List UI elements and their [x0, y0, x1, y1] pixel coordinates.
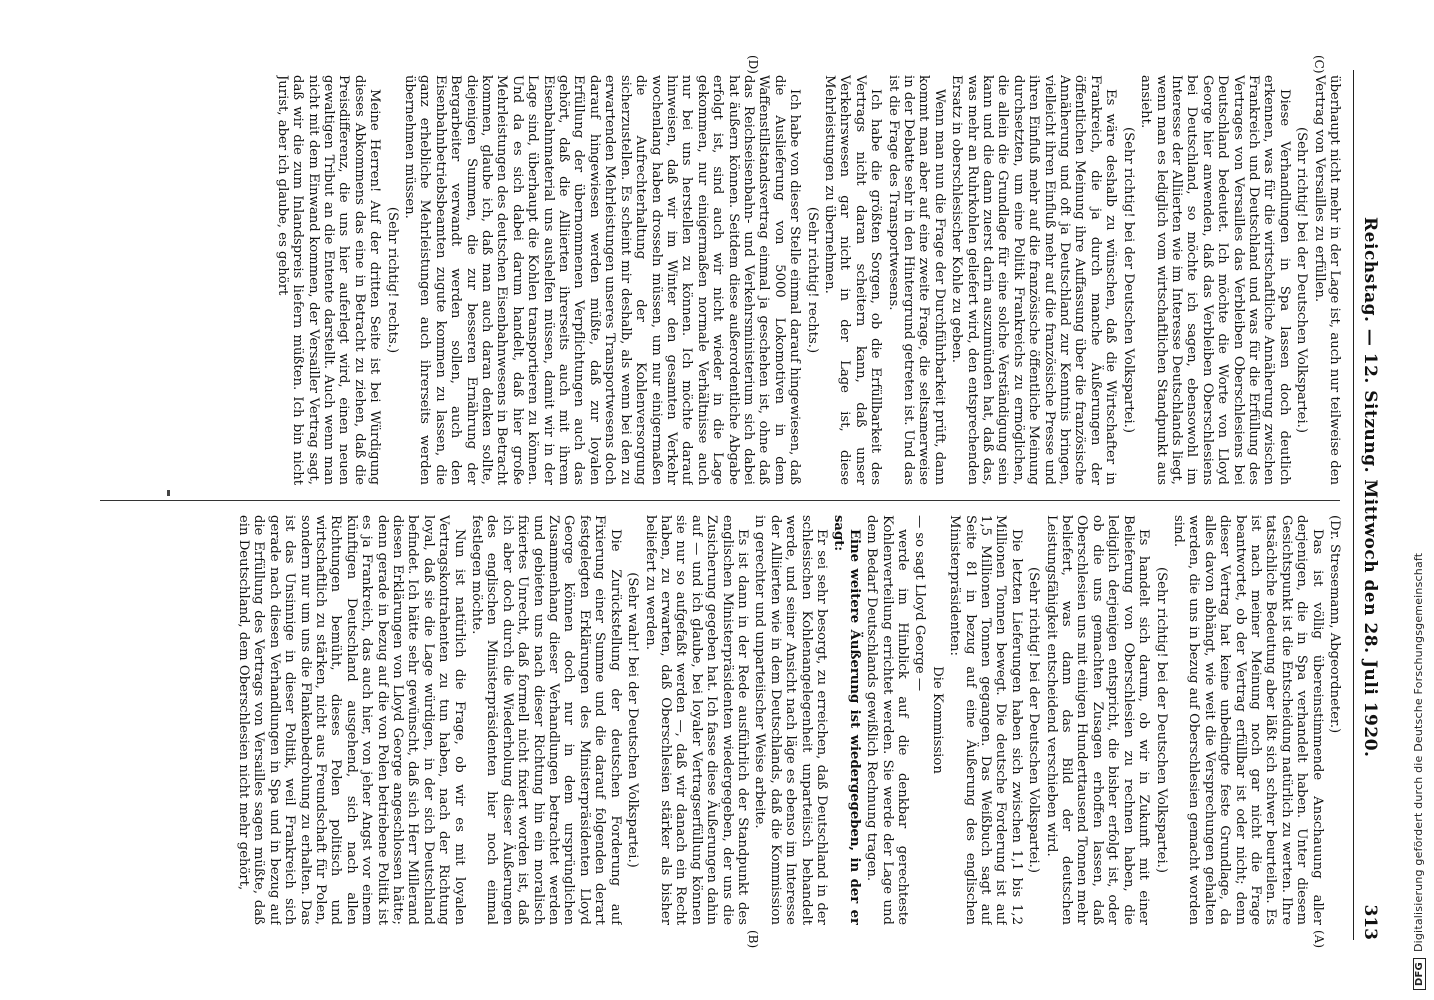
paragraph: Es ist dann in der Rede ausführlich der Standpunkt des englischen Ministerpräsidenten wiedergegeben, der uns die Zusicherung gegeben hat. Ich fasse diese Äußerungen dahin auf — und ich glaube, bei loyaler Vertragserfüllung können sie nur so aufgefaßt werden —, daß wir danach ein Recht haben, zu erwarten, daß Oberschlesien stärker als bisher beliefert zu werden.: [642, 515, 750, 925]
quote-line: — so sagt Lloyd George —: [912, 515, 928, 692]
margin-letter-c: (C): [1312, 55, 1326, 74]
paragraph: Die Zurückstellung der deutschen Forderung auf Fixierung einer Summe und die darauf folgenden derart festgelegten Erklärungen des Ministerpräsidenten Lloyd George können doch nur in dem ursprünglichen Zusammenhang dieser Verhandlungen betrachtet werden und gebieten uns nach dieser Richtung hin ein moralisch fixiertes Unrecht, daß formell nicht fixiert worden ist, daß ich aber doch durch die Wiederholung dieser Äußerungen des englischen Ministerpräsidenten hier noch einmal festlegen möchte.: [469, 515, 623, 925]
paragraph: Eine weitere Äußerung ist wiedergegeben, in der er sagt:: [831, 515, 862, 925]
column-left: [115, 75, 1342, 485]
margin-letter-b: (B): [746, 930, 760, 949]
interjection: (Sehr richtig! bei der Deutschen Volkspartei.): [1120, 126, 1136, 434]
interjection: (Sehr richtig! rechts.): [384, 206, 400, 354]
dfg-logo: DFG: [1413, 958, 1426, 990]
quote-paragraph: werde im Hinblick auf die denkbar gerechteste Kohlenverteilung errichtet werden. Sie werde der Lage und dem Bedarf Deutschlands gewißlich Rechnung tragen.: [864, 515, 911, 925]
speaker-line: (Dr. Stresemann, Abgeordneter.): [1327, 515, 1342, 734]
margin-letter-a: (A): [1312, 930, 1326, 949]
running-head: [1353, 70, 1380, 940]
paragraph: Nun ist natürlich die Frage, ob wir es mit loyalen Vertragskontrahenten zu tun haben, nach der Richtung loyal, daß sie die Lage würdigen, in der sich Deutschland befindet. Ich hätte sehr gewünscht, daß sich Herr Millerand diesen Erklärungen von Lloyd George angeschlossen hätte; denn gerade in bezug auf die von Polen betriebene Politik ist es ja Frankreich, das auch hier, von jeher Angst vor einem künftigen Deutschland ausgehend, sich nach allen Richtungen bemüht, dieses Polen politisch und wirtschaftlich zu stärken, nicht aus Freundschaft für Polen, sondern nur um uns die Flankenbedrohung zu erhalten. Das ist das Unsinnige in dieser Politik, weil Frankreich sich gerade nach diesen Verhandlungen in Spa und in bezug auf die Erfüllung des Vertrags von Versailles sagen müßte, daß ein Deutschland, dem Oberschlesien nicht mehr gehört,: [235, 515, 467, 925]
interjection: (Sehr richtig! rechts.): [804, 206, 820, 354]
scanned-page: [100, 0, 1400, 1000]
interjection: (Sehr wahr! bei der Deutschen Volkspartei.): [625, 572, 641, 868]
interjection: (Sehr richtig! bei der Deutschen Volkspartei.): [1294, 126, 1310, 434]
column-right: [115, 515, 1342, 925]
paragraph: Das ist völlig übereinstimmende Anschauung aller derjenigen, die in Spa verhandelt haben. Unter diesem Gesichtspunkt ist die Entscheidung natürlich zu werten. Ihre tatsächliche Bedeutung aber läßt sich schwer beurteilen. Es ist nach meiner Meinung noch gar nicht die Frage beantwortet, ob der Vertrag erfüllbar ist oder nicht; denn dieser Vertrag hat keine unbedingte feste Grundlage, da alles davon abhängt, wie weit die Versprechungen gehalten werden, die uns in bezug auf Oberschlesien gemacht worden sind.: [1170, 515, 1325, 925]
quote-paragraph: Er sei sehr besorgt, zu erreichen, daß Deutschland in der schlesischen Kohlenangelegenheit unparteiisch behandelt werde, und seiner Ansicht nach läge es ebenso im Interesse der Alliierten wie in dem Deutschlands, daß die Kommission in gerechter und unparteiischer Weise arbeite.: [752, 515, 829, 925]
paragraph: Wenn man nun die Frage der Durchführbarkeit prüft, dann kommt man aber auf eine zweite Frage, die seltsamerweise in der Debatte sehr in den Hintergrund getreten ist. Und das ist die Frage des Transportwesens.: [885, 75, 947, 485]
page-number: 313: [1360, 904, 1380, 940]
paragraph: Diese Verhandlungen in Spa lassen doch deutlich erkennen, was für die wirtschaftliche Annäherung zwischen Frankreich und Deutschland und was für die Erfüllung des Vertrages von Versailles das Verbleiben Oberschlesiens bei Deutschland bedeutet. Ich möchte die Worte von Lloyd George hier anwenden, daß das Verbleiben Oberschlesiens bei Deutschland, so möchte ich sagen, ebensowohl im Interesse der Alliierten wie im Interesse Deutschlands liegt, wenn man es lediglich vom wirtschaftlichen Standpunkt aus ansieht.: [1138, 75, 1292, 485]
interjection: (Sehr richtig! bei der Deutschen Volkspartei.): [1026, 566, 1042, 874]
paragraph: Ich habe die größten Sorgen, ob die Erfüllbarkeit des Vertrags nicht daran scheitern kann, daß unser Verkehrswesen gar nicht in der Lage ist, diese Mehrleistungen zu übernehmen.: [822, 75, 884, 485]
margin-letter-d: (D): [746, 55, 760, 74]
paragraph: Es wäre deshalb zu wünschen, daß die Wirtschafter in Frankreich, die ja durch manche Äußerungen der öffentlichen Meinung ihre Auffassung über die französische Annäherung und oft ja Deutschland zur Kenntnis bringen, vielleicht ihren Einfluß mehr auf die französische Presse und ihren Einfluß mehr auf die französische öffentliche Meinung durchsetzten, um eine Politik Frankreichs zu ermöglichen, die allein die Grundlage für eine solche Verständigung sein kann und die dann zuerst darin auszumünden hat, daß das, was mehr an Ruhrkohlen geliefert wird, den entsprechenden Ersatz in oberschlesischer Kohle zu geben.: [949, 75, 1119, 485]
quote-line: Die Kommission: [929, 666, 945, 774]
paragraph: Es handelt sich darum, ob wir in Zukunft mit einer Belieferung von Oberschlesien zu rechnen haben, die lediglich derjenigen entspricht, die bisher erfolgt ist, oder ob die uns gemachten Zusagen erhoffen lassen, daß Oberschlesien uns mit einigen Hunderttausend Tonnen mehr beliefert, was dann das Bild der deutschen Leistungsfähigkeit entscheidend verschieben wird.: [1043, 515, 1152, 925]
paragraph: Meine Herren! Auf der dritten Seite ist bei Würdigung dieses Abkommens das eine in Betracht zu ziehen, daß die Preisdifferenz, die uns hier auferlegt wird, einen neuen gewaltigen Tribut an die Entente darstellt. Auch wenn man nicht mit dem Einwand kommen, der Versailler Vertrag sagt, daß wir die zum Inlandspreis liefern müßten. Ich bin nicht Jurist, aber ich glaube, es gehört: [274, 75, 383, 485]
footer-text: Digitalisierung gefördert durch die Deutsche Forschungsgemeinschaft: [1412, 552, 1425, 953]
footer-credit: [1412, 553, 1426, 990]
paragraph: Die letzten Lieferungen haben sich zwischen 1,1 bis 1,2 Millionen Tonnen bewegt. Die deutsche Forderung ist auf 1,5 Millionen Tonnen gegangen. Das Weißbuch sagt auf Seite 81 in bezug auf eine Äußerung des englischen Ministerpräsidenten:: [947, 515, 1024, 925]
scan-speck: [167, 490, 170, 496]
interjection: (Sehr richtig! bei der Deutschen Volkspartei.): [1153, 566, 1169, 874]
column-divider: [100, 500, 1340, 501]
paragraph: Ich habe von dieser Stelle einmal darauf hingewiesen, daß die Auslieferung von 5000 Lokomotiven in dem Waffenstillstandsvertrag einmal ja geschehen ist, ohne daß das Reichseisenbahn- und Verkehrsministerium sich dabei hat äußern können. Seitdem diese außerordentliche Abgabe erfolgt ist, sind auch wir nicht wieder in die Lage gekommen, nur einigermaßen normale Verhältnisse auch nur bei uns herstellen zu können. Ich möchte darauf hinweisen, daß wir im Winter den gesamten Verkehr wochenlang haben drosseln müssen, um nur einigermaßen die Aufrechterhaltung der Kohlenversorgung sicherzustellen. Es scheint mir deshalb, als wenn bei den zu erwartenden Mehrleistungen unseres Transportwesens doch darauf hingewiesen werden müßte, daß zur loyalen Erfüllung der übernommenen Verpflichtungen auch das gehört, daß die Alliierten ihrerseits auch mit ihrem Eisenbahnmaterial uns aushelfen müssen, damit wir in der Lage sind, überhaupt die Kohlen transportieren zu können. Und da es sich dabei darum handelt, daß hier große Mehrleistungen des deutschen Eisenbahnwesens in Betracht kommen, glaube ich, daß man auch daran denken sollte, diejenigen Summen, die zur besseren Ernährung der Bergarbeiter verwandt werden sollen, auch den Eisenbahnbetriebsbeamten zugute kommen zu lassen, die ganz erhebliche Mehrleistungen auch ihrerseits werden übernehmen müssen.: [402, 75, 803, 485]
head-title: Reichstag. — 12. Sitzung. Mittwoch den 28. Juli 1920.: [1360, 217, 1380, 758]
paragraph: überhaupt nicht mehr in der Lage ist, auch nur teilweise den Vertrag von Versailles zu erfüllen.: [1311, 75, 1342, 485]
